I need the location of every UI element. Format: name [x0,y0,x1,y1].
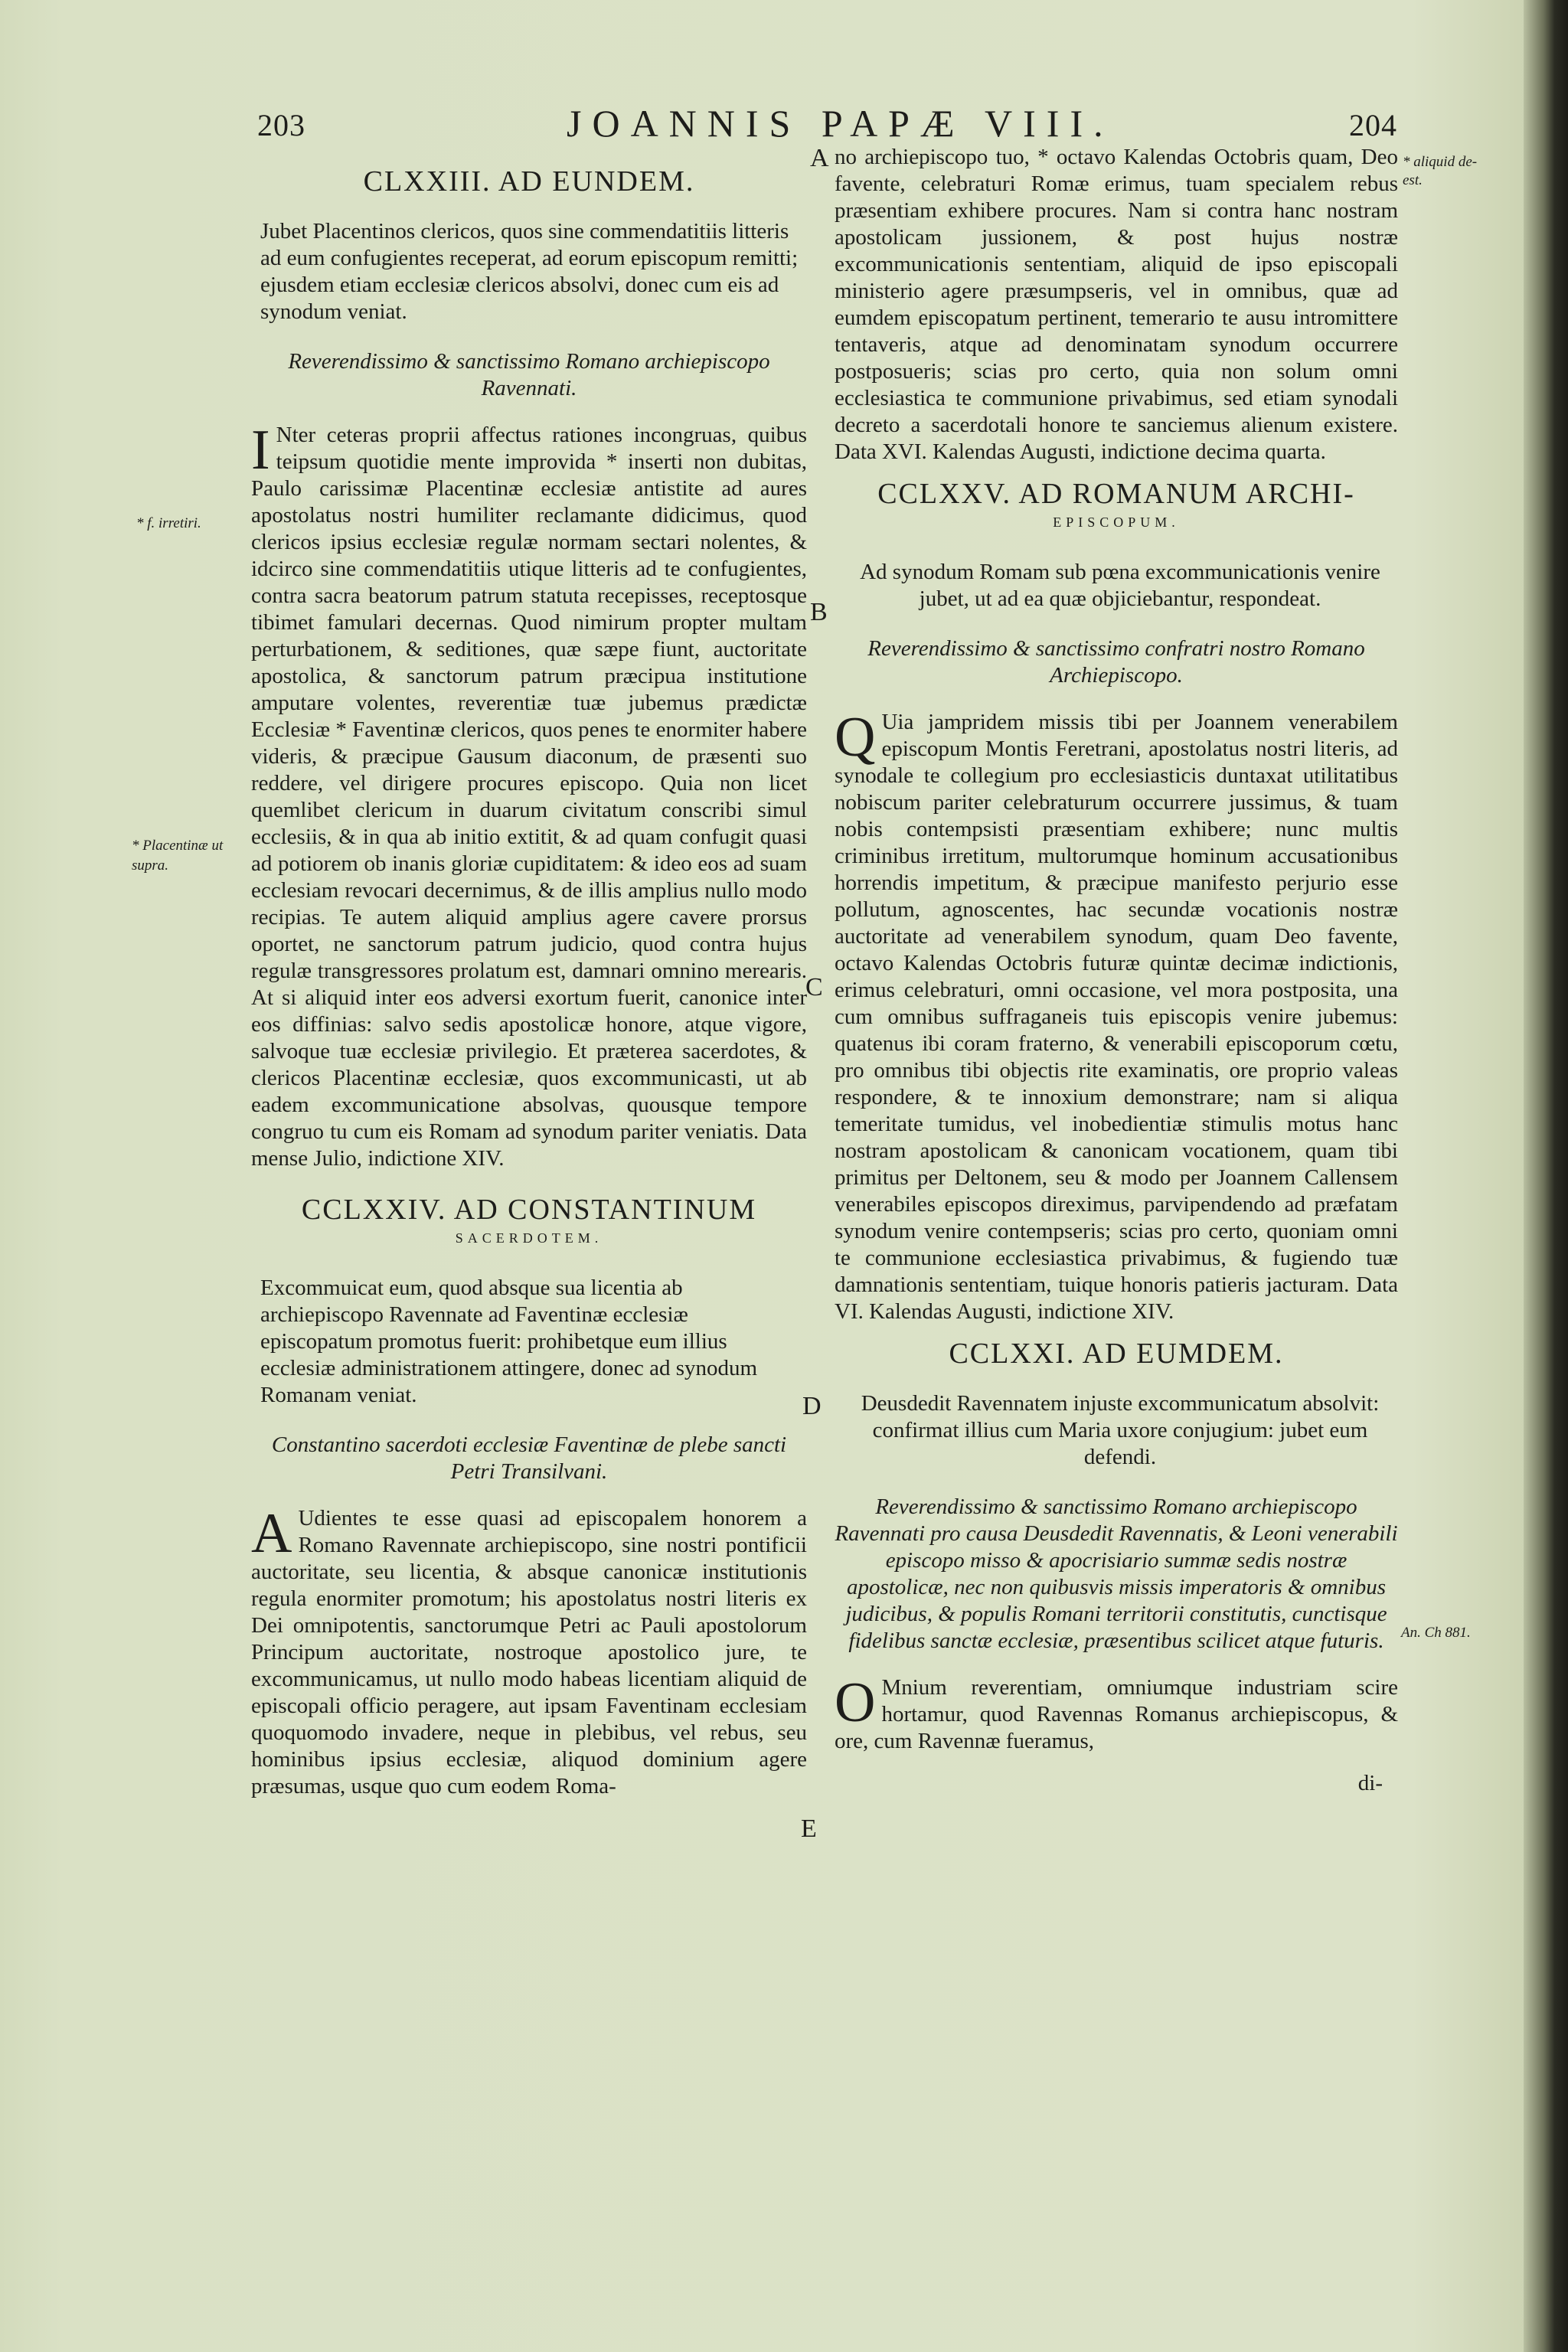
letter-274-text: Udientes te esse quasi ad episcopalem honorem a Romano Ravennate archiepiscopo, sine nostri pontificii auctoritate, seu licentia, & absque canonicæ institutionis regula enormiter promotum; his apostolatus nostri literis ex Dei omnipotentis, sanctorumque Petri ac Pauli apostolorum Principum auctoritate, nostroque apostolico jure, te excommunicamus, ut nullo modo habeas licentiam aliquid de episcopali officio peragere, aut ipsam Faventinam ecclesiam quoquomodo invadere, neque in plebibus, vel rebus, seu hominibus ipsius ecclesiæ, aliquod dominium agere præsumas, usque quo cum eodem Roma- [251,1506,807,1798]
letter-276-title: CCLXXI. AD EUMDEM. [949,1338,1284,1370]
section-mark-a: A [810,144,829,172]
letter-275-title [835,478,1398,536]
section-mark-d: D [802,1392,822,1420]
letter-276-text: Mnium reverentiam, omniumque industriam scire hortamur, quod Ravennas Romanus archiepiscopus, & ore, cum Ravennæ fueramus, [835,1675,1398,1753]
page-number-right: 204 [1349,108,1397,142]
letter-276-summary: Deusdedit Ravennatem injuste excommunicatum absolvit: confirmat illius cum Maria uxore conjugium: jubet eum defendi. [861,1391,1380,1469]
letter-273-address: Reverendissimo & sanctissimo Romano archiepiscopo Ravennati. [288,349,770,400]
drop-cap: Q [835,706,876,769]
letter-275-text: Uia jampridem missis tibi per Joannem venerabilem episcopum Montis Feretrani, apostolatus nostri literis, ad synodale te collegium pro ecclesiasticis duntaxat utilitatibus nobiscum pariter celebraturum occurrere jussimus, & tuam nobis contempsisti præsentiam exhibere; nunc multis criminibus irretitum, multorumque hominum accusationibus horrendis impetitum, & præcipue manifesto perjurio esse pollutum, agnoscentes, hac secundæ vocationis nostræ auctoritate ad venerabilem synodum, quam Deo favente, octavo Kalendas Octobris futuræ quintæ decimæ indictionis, erimus celebraturi, omni occasione, vel mora postposita, una cum omnibus suffraganeis tuis episcopis venire jubemus: quatenus ibi coram fraterno, & venerabili episcoporum cœtu, pro omnibus tibi objectis rite examinatis, ore proprio valeas respondere, & te innoxium demonstrare; nam si aliqua temeritate tumidus, vel inobedientiæ stimulis motus hanc nostram apostolicam & canonicam vocationem, quam tibi primitus per Deltonem, seu & modo per Joannem Callensem venerabiles episcopos direximus, parvipendendo ad præfatam synodum venire contempseris; scias pro certo, quoniam omni te communione ecclesiastica privabimus, & fugiendo tuæ damnationis sententiam, tuique honoris patieris jacturam. Data VI. Kalendas Augusti, indictione XIV. [835,710,1398,1324]
letter-275-summary: Ad synodum Romam sub pœna excommunicationis venire jubet, ut ad ea quæ objiciebantur, respondeat. [860,560,1380,611]
page-number-left: 203 [257,108,305,142]
letter-273-body [251,419,807,1172]
letter-274-address: Constantino sacerdoti ecclesiæ Faventinæ de plebe sancti Petri Transilvani. [271,1432,787,1484]
letter-274-body [251,1502,807,1800]
running-title: JOANNIS PAPÆ VIII. [567,102,1114,145]
letter-276-address: Reverendissimo & sanctissimo Romano archiepiscopo Ravennati pro causa Deusdedit Ravennatis, & Leoni venerabili episcopo misso & apocrisiario summæ sedis nostræ apostolicæ, nec non quibusvis missis imperatoris & omnibus judicibus, & populis Romani territorii constitutis, cunctisque fidelibus sanctæ ecclesiæ, præsentibus scilicet atque futuris. [835,1494,1398,1653]
letter-275-title-sub: EPISCOPUM. [1053,514,1180,530]
letter-275-address: Reverendissimo & sanctissimo confratri nostro Romano Archiepiscopo. [867,636,1365,688]
letter-275-title-main: CCLXXV. AD ROMANUM ARCHI- [877,478,1355,510]
section-mark-e: E [801,1815,817,1843]
letter-274-title-main: CCLXXIV. AD CONSTANTINUM [301,1194,757,1226]
letter-274-title [251,1194,807,1252]
margin-note-aliquid-deest: * aliquid de- est. [1403,154,1478,188]
letter-274-title-sub: SACERDOTEM. [455,1230,603,1246]
letter-274-continuation: no archiepiscopo tuo, * octavo Kalendas Octobris quam, Deo favente, celebraturi Romæ erimus, tuam specialem rebus præsentiam exhibere procures. Nam si contra hanc nostram apostolicam jussionem, & post hujus nostræ excommunicationis sententiam, aliquid de ipso episcopali ministerio agere præsumpseris, vel in omnibus, quæ ad eumdem episcopatum pertinent, temerario te ausu intromittere tentaveris, atque ad denominatam synodum occurrere postposueris; scias pro certo, quia non solum omni ecclesiastica te communione privabimus, sed etiam synodali decreto a sacerdotali honore te sanciemus alienum existere. Data XVI. Kalendas Augusti, indictione decima quarta. [835,145,1398,464]
drop-cap: A [251,1502,292,1565]
catchword: di- [1357,1771,1383,1795]
letter-273-summary: Jubet Placentinos clericos, quos sine commendatitiis litteris ad eum confugientes receperat, ad eorum episcopum remitti; ejusdem etiam ecclesiæ clericos absolvi, donec cum eis ad synodum veniat. [260,219,799,324]
letter-274-summary: Excommuicat eum, quod absque sua licentia ab archiepiscopo Ravennate ad Faventinæ ecclesiæ episcopatum promotus fuerit: prohibetque eum illius ecclesiæ administrationem attingere, donec ad synodum Romanam veniat. [260,1276,758,1407]
section-mark-b: B [810,598,828,626]
scan-edge [1524,0,1568,2352]
letter-273-title: CLXXIII. AD EUNDEM. [363,165,695,198]
right-column [835,144,1398,1797]
margin-note-irretiri: * f. irretiri. [136,515,201,531]
letter-275-body [835,706,1398,1325]
margin-note-placentinae: * Placentinæ ut supra. [132,838,224,874]
margin-note-annus: An. Ch 881. [1401,1625,1471,1641]
drop-cap: O [835,1671,876,1734]
letter-273-text: Nter ceteras proprii affectus rationes incongruas, quibus teipsum quotidie mente improvida * inserti non dubitas, Paulo carissimæ Placentinæ ecclesiæ antistite ad aures apostolatus nostri humiliter reclamante didicimus, quod clericos ipsius ecclesiæ regulæ normam sectari nolentes, & idcirco sine commendatitiis utique litteris ad te confugientes, contra sacra beatorum patrum statuta recepisses, receptosque tibimet famulari decernas. Quod nimirum propter multam perturbationem, & seditiones, quæ sæpe fiunt, auctoritate apostolica, & sanctorum patrum præcipua institutione amputare volentes, reverentiæ tuæ jubemus prædictæ Ecclesiæ * Faventinæ clericos, quos penes te enormiter habere videris, & præcipue Gausum diaconum, de præsenti suo reddere, vel dirigere procures episcopo. Quia non licet quemlibet clericum in duarum civitatum conscribi simul ecclesiis, & in qua ab initio extitit, & ad quam confugit quasi ad potiorem ob inanis gloriæ cupiditatem: & ideo eos ad suam ecclesiam revocari decernimus, & de illis amplius nullo modo recipias. Te autem aliquid amplius agere cavere prorsus oportet, ne sanctorum patrum judicio, quod contra hujus regulæ transgressores prolatum est, damnari omnino merearis. At si aliquid inter eos adversi exortum fuerit, canonice inter eos diffinias: salvo sedis apostolicæ honore, atque vigore, salvoque tuæ ecclesiæ privilegio. Et præterea sacerdotes, & clericos Placentinæ ecclesiæ, quos excommunicasti, ut ab eadem excommunicatione absolvas, quousque tempore congruo tu cum eis Romam ad synodum pariter veniatis. Data mense Julio, indictione XIV. [251,423,807,1171]
letter-276-body [835,1671,1398,1755]
left-column [251,165,807,1815]
section-mark-c: C [805,973,823,1001]
drop-cap: I [251,419,270,482]
